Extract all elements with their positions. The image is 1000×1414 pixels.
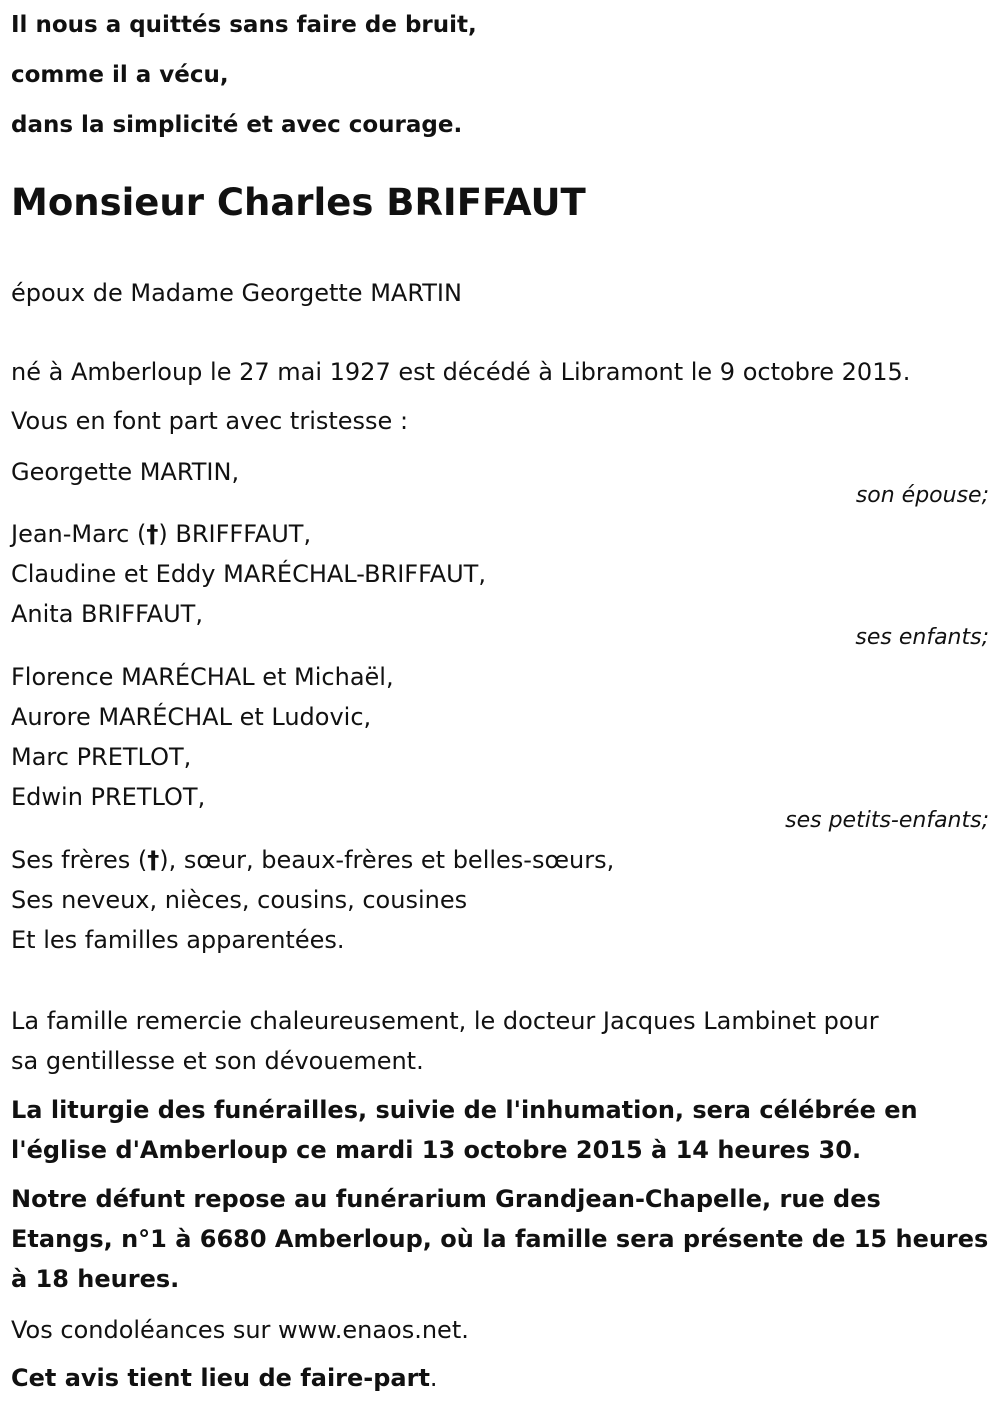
grandchild-line-1: Florence MARÉCHAL et Michaël, (11, 663, 394, 691)
spouse-role: son épouse; (855, 483, 989, 508)
funeral-line-1: La liturgie des funérailles, suivie de l'inhumation, sera célébrée en (11, 1096, 918, 1124)
deceased-name: Monsieur Charles BRIFFAUT (11, 181, 586, 224)
grandchild-line-4: Edwin PRETLOT, (11, 783, 206, 811)
thanks-line-2: sa gentillesse et son dévouement. (11, 1047, 424, 1075)
epitaph-line-3: dans la simplicité et avec courage. (11, 112, 463, 138)
thanks-line-1: La famille remercie chaleureusement, le docteur Jacques Lambinet pour (11, 1007, 879, 1035)
repose-line-3: à 18 heures. (11, 1265, 180, 1293)
birth-death-line: né à Amberloup le 27 mai 1927 est décédé à Libramont le 9 octobre 2015. (11, 358, 911, 386)
child-jean-marc-prefix: Jean-Marc ( (11, 520, 147, 548)
grandchild-line-2: Aurore MARÉCHAL et Ludovic, (11, 703, 372, 731)
condolences-line: Vos condoléances sur www.enaos.net. (11, 1316, 469, 1344)
repose-line-1: Notre défunt repose au funérarium Grandjean-Chapelle, rue des (11, 1185, 881, 1213)
obituary-page (11, 0, 989, 1414)
families-line: Et les familles apparentées. (11, 926, 345, 954)
closing-text: Cet avis tient lieu de faire-part (11, 1364, 430, 1392)
closing-line (11, 1363, 438, 1393)
child-anita: Anita BRIFFAUT, (11, 600, 203, 628)
siblings-suffix: ), sœur, beaux-frères et belles-sœurs, (159, 846, 615, 874)
grandchildren-role: ses petits-enfants; (785, 808, 989, 833)
spouse-line: époux de Madame Georgette MARTIN (11, 279, 462, 307)
epitaph-line-2: comme il a vécu, (11, 62, 229, 88)
closing-period: . (429, 1364, 438, 1392)
relatives-line: Ses neveux, nièces, cousins, cousines (11, 886, 468, 914)
funeral-line-2: l'église d'Amberloup ce mardi 13 octobre 2015 à 14 heures 30. (11, 1136, 862, 1164)
grandchild-line-3: Marc PRETLOT, (11, 743, 192, 771)
cross-icon: † (147, 846, 160, 874)
child-jean-marc-suffix: ) BRIFFFAUT, (158, 520, 312, 548)
spouse-name: Georgette MARTIN, (11, 458, 240, 486)
child-claudine: Claudine et Eddy MARÉCHAL-BRIFFAUT, (11, 560, 486, 588)
cross-icon: † (146, 520, 159, 548)
announcement-line: Vous en font part avec tristesse : (11, 407, 409, 435)
child-jean-marc (11, 519, 311, 549)
siblings-prefix: Ses frères ( (11, 846, 148, 874)
repose-line-2: Etangs, n°1 à 6680 Amberloup, où la famille sera présente de 15 heures (11, 1225, 989, 1253)
epitaph-line-1: Il nous a quittés sans faire de bruit, (11, 12, 477, 38)
children-role: ses enfants; (855, 625, 989, 650)
siblings-line (11, 845, 614, 875)
